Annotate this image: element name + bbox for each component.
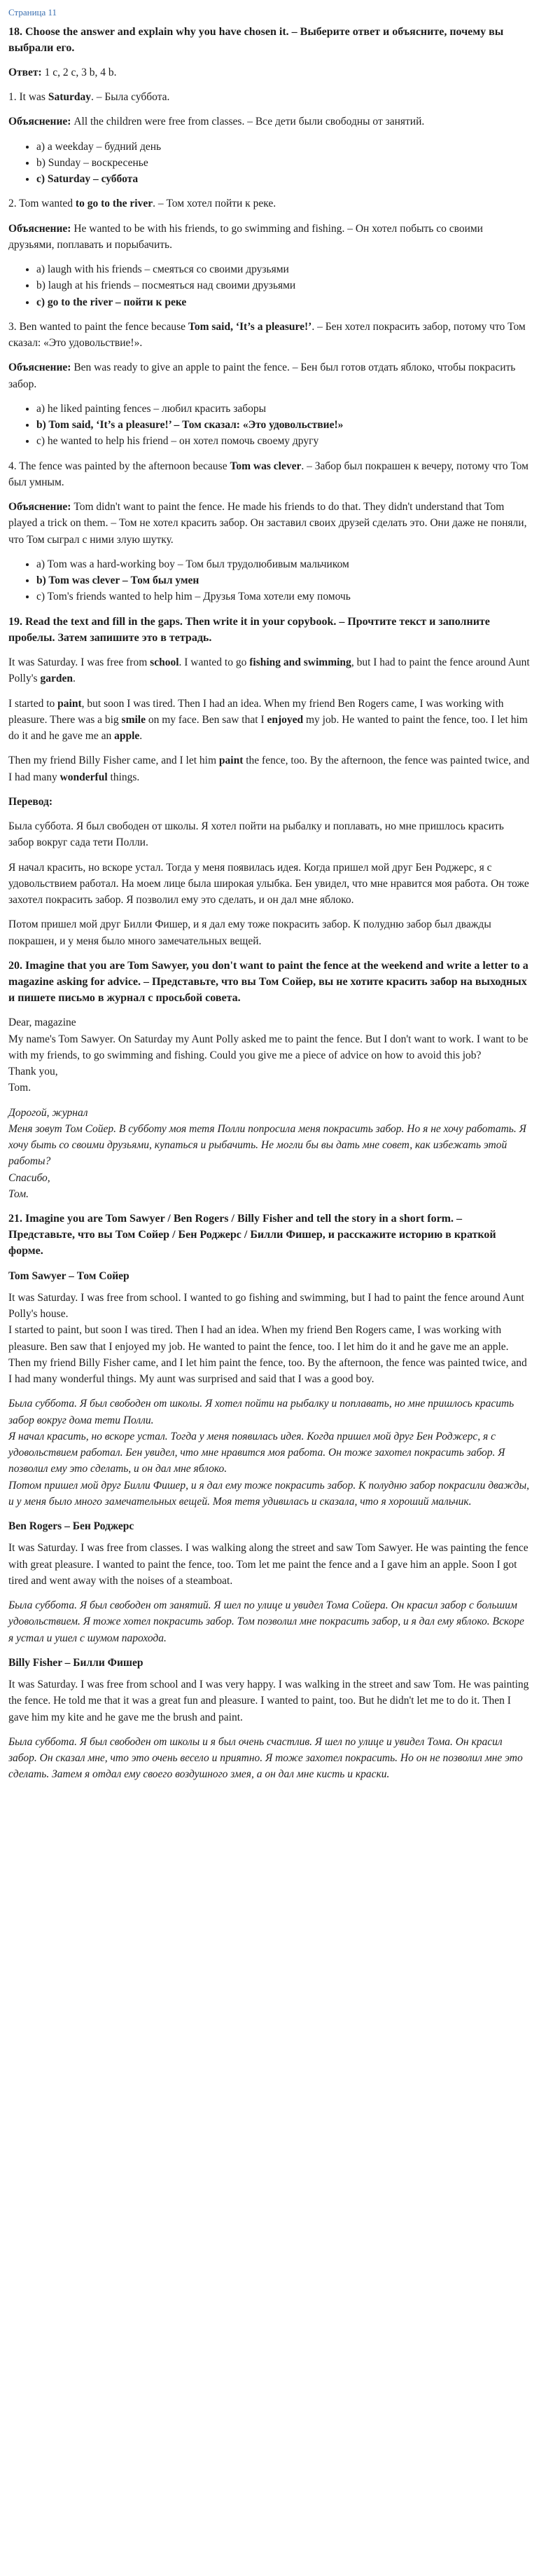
- answer-label: Ответ:: [8, 66, 42, 78]
- options-1: [8, 139, 531, 188]
- option-correct: [36, 572, 531, 588]
- option: • b) Sunday – воскресенье: [36, 155, 531, 171]
- letter-greeting: Дорогой, журнал: [8, 1106, 88, 1119]
- explanation-3-text: Ben was ready to give an apple to paint the fence. – Бен был готов отдать яблоко, чтобы покрасить забор.: [8, 361, 516, 390]
- text-span: things.: [107, 771, 140, 783]
- explanation-1: [8, 113, 531, 130]
- filled-gap: paint: [57, 697, 82, 710]
- story-paragraph: Я начал красить, но вскоре устал. Тогда у меня появилась идея. Когда пришел мой друг Бен Роджерс, я с удовольствием работал. Бен увидел, что мне нравится моя работа. Он тоже захотел покрасить забор. Я позволил ему это сделать, и он дал мне яблоко.: [8, 1430, 505, 1475]
- question-2-answer: to go to the river: [75, 198, 153, 210]
- filled-gap: smile: [121, 713, 146, 726]
- page-label: Страница 11: [8, 7, 57, 18]
- story-title-ben: Ben Rogers – Бен Роджерс: [8, 1520, 134, 1533]
- explanation-4: [8, 499, 531, 548]
- option: • a) Tom was a hard-working boy – Том был трудолюбивым мальчиком: [36, 556, 531, 572]
- text-span: .: [139, 730, 143, 742]
- story-title-billy: Billy Fisher – Билли Фишер: [8, 1656, 144, 1669]
- text-span: . I wanted to go: [178, 656, 250, 668]
- filled-gap: garden: [40, 673, 73, 685]
- filled-gap: fishing and swimming: [249, 656, 351, 668]
- explanation-label: Объяснение:: [8, 222, 71, 235]
- option: • a) laugh with his friends – смеяться со своими друзьями: [36, 261, 531, 277]
- explanation-2-text: He wanted to be with his friends, to go swimming and fishing. – Он хотел побыть со своими друзьями, поплавать и порыбачить.: [8, 222, 483, 251]
- explanation-2: [8, 221, 531, 254]
- translation-label-text: Перевод:: [8, 795, 53, 808]
- text-span: .: [72, 673, 76, 685]
- exercise-20: [8, 958, 531, 1202]
- option: • a) a weekday – будний день: [36, 139, 531, 155]
- question-1-post: . – Была суббота.: [90, 91, 170, 104]
- story-paragraph: Была суббота. Я был свободен от школы. Я хотел пойти на рыбалку и поплавать, но мне пришлось красить забор вокруг дома тети Полли.: [8, 1398, 514, 1426]
- text-span: the fence, too. By the afternoon, the fence was painted twice, and I had many: [8, 755, 530, 783]
- filled-gap: enjoyed: [267, 713, 304, 726]
- text-span: Then my friend Billy Fisher came, and I let him: [8, 755, 219, 767]
- letter-english: [8, 1014, 531, 1096]
- filled-gap: paint: [218, 755, 244, 767]
- text-span: I started to: [8, 697, 58, 710]
- story-ben-english: It was Saturday. I was free from classes. I was walking along the street and saw Tom Sawyer. He was painting the fence with great pleasure. I wanted to paint the fence, too. Tom let me paint the fence and a I gave him an apple. Soon I got tired and went away with the noises of a steamboat.: [8, 1542, 528, 1587]
- gap-paragraph-3: [8, 752, 531, 785]
- explanation-4-text: Tom didn't want to paint the fence. He made his friends to do that. They didn't understand that Tom played a trick on them. – Том не хотел красить забор. Он заставил своих друзей сделать это. Они даже не поняли, что Том сыграл с ними злую шутку.: [8, 501, 527, 546]
- options-4: [8, 556, 531, 605]
- option-correct-text: b) Tom was clever – Том был умен: [36, 574, 200, 587]
- explanation-label: Объяснение:: [8, 116, 71, 128]
- question-4-post: . – Забор был покрашен к вечеру, потому что Том был умным.: [8, 460, 528, 488]
- question-2-post: . – Том хотел пойти к реке.: [153, 198, 276, 210]
- translation-paragraph-2: Я начал красить, но вскоре устал. Тогда у меня появилась идея. Когда пришел мой друг Бен Роджерс, я с удовольствием работал. На моем лице была широкая улыбка. Бен увидел, что мне нравится моя работа. Он тоже захотел покрасить забор. Я позволил ему это сделать, и он дал мне яблоко.: [8, 861, 529, 906]
- question-1: [8, 89, 531, 105]
- question-1-answer: Saturday: [48, 91, 91, 104]
- story-title-tom: Tom Sawyer – Том Сойер: [8, 1269, 130, 1282]
- option-correct-text: b) Tom said, ‘It’s a pleasure!’ – Том сказал: «Это удовольствие!»: [36, 419, 344, 432]
- options-3: [8, 401, 531, 450]
- letter-signature: Tom.: [8, 1082, 31, 1094]
- option-correct-text: c) go to the river – пойти к реке: [36, 296, 187, 308]
- explanation-3: [8, 359, 531, 392]
- answer-line: [8, 64, 531, 81]
- text-span: my job. He wanted to paint the fence, too. I let him do it and he gave me an: [8, 713, 528, 742]
- option-correct: [36, 171, 531, 187]
- letter-greeting: Dear, magazine: [8, 1017, 76, 1029]
- options-2: [8, 261, 531, 310]
- story-paragraph: Потом пришел мой друг Билли Фишер, и я дал ему тоже покрасить забор. К полудню забор покрасили дважды, и у меня было много замечательных вещей. Моя тетя удивилась и сказала, что я хороший мальчик.: [8, 1479, 530, 1508]
- question-2-pre: 2. Tom wanted: [8, 198, 76, 210]
- filled-gap: wonderful: [59, 771, 108, 783]
- option: • c) Tom's friends wanted to help him – Друзья Тома хотели ему помочь: [36, 588, 531, 605]
- letter-signature: Том.: [8, 1187, 29, 1200]
- question-4-pre: 4. The fence was painted by the afternoon because: [8, 460, 230, 472]
- question-2: [8, 195, 531, 212]
- exercise-18: [8, 24, 531, 605]
- story-billy-russian: Была суббота. Я был свободен от школы и я был очень счастлив. Я шел по улице и увидел Тома. Он красил забор. Он сказал мне, что это очень весело и приятно. Я тоже захотел покрасить. Но он не позволил мне это сделать. Затем я отдал ему своего воздушного змея, а он дал мне кисть и краски.: [8, 1735, 523, 1781]
- letter-body: Меня зовут Том Сойер. В субботу моя тетя Полли попросила меня покрасить забор. Но я не хочу работать. Я хочу быть со своими друзьями, купаться и рыбачить. Не могли бы вы дать мне совет, как избежать этой работы?: [8, 1122, 526, 1168]
- question-3: [8, 319, 531, 352]
- text-span: It was Saturday. I was free from: [8, 656, 150, 668]
- explanation-label: Объяснение:: [8, 361, 71, 374]
- question-3-post: . – Бен хотел покрасить забор, потому что Том сказал: «Это удовольствие!».: [8, 320, 526, 350]
- explanation-1-text: All the children were free from classes. – Все дети были свободны от занятий.: [71, 116, 425, 128]
- story-paragraph: Then my friend Billy Fisher came, and I let him paint the fence, too. By the afternoon, the fence was painted twice, and I had many wonderful things. My aunt was surprised and said that I was a good boy.: [8, 1356, 527, 1386]
- text-span: , but I had to paint the fence around Aunt Polly's: [8, 656, 530, 685]
- letter-closing: Спасибо,: [8, 1171, 50, 1184]
- text-span: on my face. Ben saw that I: [145, 713, 267, 726]
- exercise-18-heading: 18. Choose the answer and explain why you have chosen it. – Выберите ответ и объясните, почему вы выбрали его.: [8, 25, 504, 54]
- question-4-answer: Tom was clever: [230, 460, 302, 472]
- story-tom-russian: [8, 1396, 531, 1510]
- filled-gap: apple: [114, 730, 140, 742]
- option: • b) laugh at his friends – посмеяться над своими друзьями: [36, 277, 531, 294]
- gap-paragraph-2: [8, 696, 531, 745]
- gap-paragraph-1: [8, 654, 531, 687]
- exercise-20-heading: 20. Imagine that you are Tom Sawyer, you don't want to paint the fence at the weekend and write a letter to a magazine asking for advice. – Представьте, что вы Том Сойер, вы не хотите красить забор на выходных и пишете письмо в журнал с просьбой совета.: [8, 959, 528, 1005]
- question-1-pre: 1. It was: [8, 91, 48, 104]
- option-correct: [36, 417, 531, 433]
- exercise-21: [8, 1211, 531, 1783]
- filled-gap: school: [150, 656, 179, 668]
- option-correct-text: c) Saturday – суббота: [36, 173, 139, 186]
- letter-body: My name's Tom Sawyer. On Saturday my Aunt Polly asked me to paint the fence. But I don't want to work. I want to be with my friends, to go swimming and fishing. Could you give me a piece of advice on how to avoid this job?: [8, 1033, 528, 1061]
- answer-value: 1 c, 2 c, 3 b, 4 b.: [41, 66, 117, 78]
- option: • a) he liked painting fences – любил красить заборы: [36, 401, 531, 417]
- option-correct: [36, 294, 531, 310]
- text-span: , but soon I was tired. Then I had an idea. When my friend Ben Rogers came, I was working with pleasure. There was a big: [8, 697, 504, 726]
- exercise-19: [8, 614, 531, 949]
- translation-paragraph-1: Была суббота. Я был свободен от школы. Я хотел пойти на рыбалку и поплавать, но мне пришлось красить забор вокруг сада тети Полли.: [8, 820, 504, 849]
- story-ben-russian: Была суббота. Я был свободен от занятий. Я шел по улице и увидел Тома Сойера. Он красил забор с большим удовольствием. Я тоже хотел покрасить забор. Том позволил мне покрасить забор, и я дал ему яблоко. Вскоре я устал и ушел с шумом парохода.: [8, 1599, 524, 1644]
- exercise-21-heading: 21. Imagine you are Tom Sawyer / Ben Rogers / Billy Fisher and tell the story in a short form. – Представьте, что вы Том Сойер / Бен Роджерс / Билли Фишер, и расскажите историю в краткой форме.: [8, 1213, 496, 1258]
- translation-paragraph-3: Потом пришел мой друг Билли Фишер, и я дал ему тоже покрасить забор. К полудню забор был дважды покрашен, и у меня было много замечательных вещей.: [8, 918, 491, 947]
- story-paragraph: I started to paint, but soon I was tired. Then I had an idea. When my friend Ben Rogers came, I was working with pleasure. Ben saw that I enjoyed my job. He wanted to paint the fence, too. I let him do it and he gave me an apple.: [8, 1324, 509, 1353]
- letter-closing: Thank you,: [8, 1066, 58, 1078]
- story-tom-english: [8, 1290, 531, 1388]
- explanation-label: Объяснение:: [8, 501, 71, 514]
- translation-label: [8, 794, 531, 810]
- question-3-pre: 3. Ben wanted to paint the fence because: [8, 320, 188, 333]
- story-billy-english: It was Saturday. I was free from school and I was very happy. I was walking in the street and saw Tom. He was painting the fence. He told me that it was a great fun and pleasure. I wanted to paint, too. But he didn't let me to do it. Then I gave him my kite and he gave me the brush and paint.: [8, 1679, 529, 1723]
- exercise-19-heading: 19. Read the text and fill in the gaps. Then write it in your copybook. – Прочтите текст и заполните пробелы. Затем запишите это в тетрадь.: [8, 615, 490, 644]
- story-paragraph: It was Saturday. I was free from school. I wanted to go fishing and swimming, but I had to paint the fence around Aunt Polly's house.: [8, 1291, 524, 1321]
- option: • c) he wanted to help his friend – он хотел помочь своему другу: [36, 433, 531, 449]
- question-3-answer: Tom said, ‘It’s a pleasure!’: [188, 320, 312, 333]
- letter-russian: [8, 1105, 531, 1203]
- question-4: [8, 458, 531, 491]
